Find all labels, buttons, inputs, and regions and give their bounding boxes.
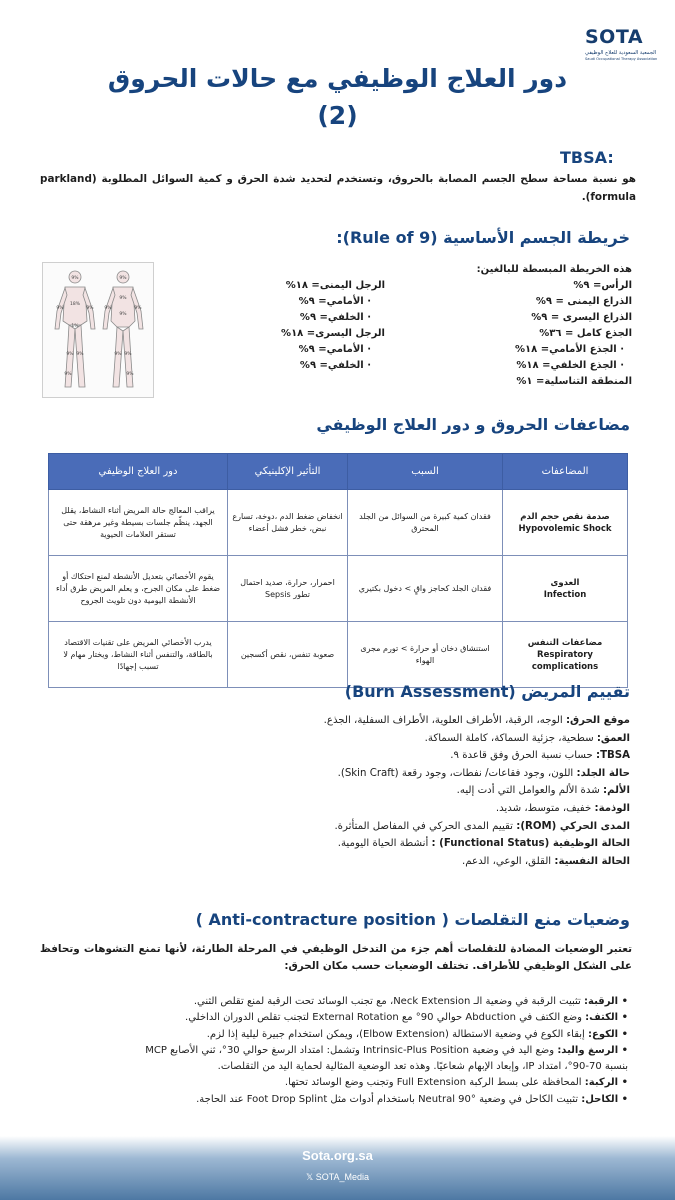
rule-line: · الأمامي= ٩% [298,344,371,355]
list-item [40,853,630,871]
col-header-ot-role: دور العلاج الوظيفي [49,454,228,490]
title-line-2: (2) [317,101,358,130]
fig-label-arm-back-l: 9% [134,306,142,311]
item-text: خفيف، متوسط، شديد. [495,802,595,814]
item-label: العمق: [596,732,630,744]
item-label: موقع الحرق: [565,715,630,726]
item-label: • الركبة: [584,1077,628,1089]
cell-ot-role: يقوم الأخصائي بتعديل الأنشطة لمنع احتكاك أو ضغط على مكان الجرح، و يعلم المريض طرق أداء الأنشطة اليومية دون تلويث الجروح [49,556,228,622]
anti-contracture-heading: وضعيات منع التقلصات ( Anti-contracture position ) [195,910,630,929]
item-text: سطحية، جزئية السماكة، كاملة السماكة. [424,732,597,744]
cell-cause: استنشاق دخان أو حرارة > تورم مجرى الهواء [348,622,503,688]
rule-line [255,262,385,278]
item-label: المدى الحركي (ROM): [516,820,630,832]
item-text: اللون، وجود فقاعات/ نفطات، وجود رقعة (Skin Craft). [337,767,577,779]
item-label: الألم: [603,785,630,797]
cell-ot-role: يراقب المعالج حالة المريض أثناء النشاط، يقلل الجهد، ينظّم جلسات بسيطة وغير مرهقة حتى تستقر العلامات الحيوية [49,490,228,556]
anti-contracture-intro: تعتبر الوضعيات المضادة للتقلصات أهم جزء من التدخل الوظيفي في المرحلة الطارئة، لأنها تمنع التشوهات وتحافظ على الشكل الوظيفي للأطراف. تختلف الوضعيات حسب مكان الحرق: [40,943,632,972]
fig-label-head-back: 9% [119,276,127,281]
item-label: • الرسغ واليد: [557,1044,628,1056]
cell-cause: فقدان الجلد كحاجز واقٍ > دخول بكتيري [348,556,503,622]
rule-of-nine-heading: خريطة الجسم الأساسية (Rule of 9): [336,228,630,247]
fig-label-arm-front-r: 9% [56,306,64,311]
item-label: حالة الجلد: [576,767,630,779]
cell-complication [503,622,628,688]
item-label: • الكوع: [588,1028,628,1040]
fig-label-leg-back-l: 9% [124,352,132,357]
list-item [40,1059,628,1075]
item-text: شدة الألم والعوامل التي أدت إليه. [456,785,604,797]
rule-of-nine-list-left [255,262,385,374]
rule-line: · الخلفي= ٩% [299,360,371,371]
fig-label-shin-back-l: 9% [126,372,134,377]
rule-line: · الأمامي= ٩% [298,296,371,307]
item-text: تثبيت الرقبة في وضعية الـ Neck Extension، مع تجنب الوسائد تحت الرقبة لمنع تقلص الثني. [193,996,585,1007]
cell-cause: فقدان كمية كبيرة من السوائل من الجلد المحترق [348,490,503,556]
complication-name-en: Infection [543,589,587,600]
item-text: إبقاء الكوع في وضعية الاستطالة (Elbow Extension)، ويمكن استخدام جبيرة ليلية إذا لزم. [206,1028,589,1040]
complications-heading: مضاعفات الحروق و دور العلاج الوظيفي [316,415,630,434]
item-text: الوجه، الرقبة، الأطراف العلوية، الأطراف السفلية، الجذع. [323,715,566,726]
rule-line: · الخلفي= ٩% [299,312,371,323]
item-text: القلق، الوعي، الدعم. [461,855,555,867]
item-text: المحافظة على بسط الركبة Full Extension وتجنب وضع الوسائد تحتها. [284,1077,585,1089]
rule-line: الذراع اليسرى = ٩% [531,312,632,323]
social-handle[interactable]: 𝕏 SOTA_Media [305,1172,370,1182]
item-text: حساب نسبة الحرق وفق قاعدة ٩. [450,750,596,762]
list-item [40,712,630,730]
fig-label-trunk-front: 18% [69,302,81,307]
list-item [40,765,630,783]
list-item [40,1043,628,1059]
cell-complication [503,490,628,556]
list-item [40,782,630,800]
item-label: TBSA: [595,750,630,762]
complication-name-en: Hypovolemic Shock [518,523,612,534]
item-label: • الرقبة: [584,996,628,1007]
logo-arabic-name: الجمعية السعودية للعلاج الوظيفي [585,50,657,56]
fig-label-arm-back-r: 9% [104,306,112,311]
rule-line: · الجذع الأمامي= ١٨% [515,344,624,355]
fig-label-arm-front-l: 9% [86,306,94,311]
logo-english-name: Saudi Occupational Therapy Association [585,57,658,61]
item-text: وضع اليد في وضعية Intrinsic-Plus Position وتشمل: امتداد الرسغ حوالي 30°، ثني الأصابع MCP [145,1044,558,1056]
body-map-svg [41,263,153,399]
cell-effect: احمرار، حرارة، صديد احتمال تطور Sepsis [228,556,348,622]
rule-line: الرجل اليسرى= ١٨% [281,328,385,339]
positions-list [40,994,628,1108]
rule-line: · الجذع الخلفي= ١٨% [516,360,624,371]
logo-word: SOTA [585,26,644,48]
list-item [40,747,630,765]
item-label: • الكاحل: [581,1093,628,1105]
list-item [40,994,628,1010]
fig-label-leg-front-r: 9% [66,352,74,357]
tbsa-heading: TBSA: [560,148,614,167]
footer [0,1136,675,1200]
tbsa-text: هو نسبة مساحة سطح الجسم المصابة بالحروق، وتستخدم لتحديد شدة الحرق و كمية السوائل المطلوبة (parkland formula). [40,173,636,203]
list-item [40,1092,628,1108]
list-item [40,1027,628,1043]
list-item [40,835,630,853]
list-item [40,818,630,836]
complications-table [48,453,628,688]
rule-line: الرأس= ٩% [573,280,632,291]
assessment-list [40,712,630,870]
list-item [40,1010,628,1026]
complication-name: العدوى [550,577,580,588]
fig-label-leg-front-l: 9% [76,352,84,357]
cell-effect: صعوبة تنفس، نقص أكسجين [228,622,348,688]
fig-label-shin-front-r: 9% [64,372,72,377]
fig-label-trunk-back-lower: 9% [119,312,127,317]
item-text: تقييم المدى الحركي في المفاصل المتأثرة. [334,820,517,832]
cell-effect: انخفاض ضغط الدم ،دوخة، تسارع نبض، خطر فشل أعضاء [228,490,348,556]
fig-label-trunk-back-upper: 9% [119,296,127,301]
item-text: أنشطة الحياة اليومية. [337,838,432,850]
complication-name: صدمة نقص حجم الدم [520,511,610,522]
item-text: تثبيت الكاحل في وضعية Neutral 90° باستخدام أدوات مثل Foot Drop Splint عند الحاجة. [196,1093,582,1105]
item-label: الحالة النفسية: [554,855,630,867]
fig-label-genital: 1% [71,324,79,329]
table-row [49,490,628,556]
rule-line: المنطقة التناسلية= ١% [516,376,632,387]
table-row [49,622,628,688]
assessment-heading: تقييم المريض (Burn Assessment) [344,682,630,701]
rule-line: هذه الخريطة المبسطة للبالغين: [476,264,632,275]
complication-name: مضاعفات التنفس [527,637,603,648]
item-label: • الكتف: [585,1012,628,1024]
item-label: الحالة الوظيفية (Functional Status) : [431,838,630,850]
page-title [60,60,615,134]
fig-label-head-front: 9% [71,276,79,281]
item-text: وضع الكتف في Abduction حوالي 90° مع External Rotation لتجنب تقلص الدوران الداخلي. [185,1012,586,1024]
rule-line: الذراع اليمنى = ٩% [535,296,632,307]
col-header-effect: التأثير الإكلينيكي [228,454,348,490]
list-item [40,800,630,818]
list-item [40,1075,628,1091]
fig-label-leg-back-r: 9% [114,352,122,357]
table-row [49,556,628,622]
complication-name-en: Respiratory complications [531,649,599,672]
cell-complication [503,556,628,622]
item-label: الوذمة: [594,802,630,814]
list-item [40,730,630,748]
rule-of-nine-list-right [452,262,632,390]
body-map-figure [42,262,154,398]
title-line-1: دور العلاج الوظيفي مع حالات الحروق [107,64,568,93]
item-text: بنسبة 70-90°، امتداد IP، وإبعاد الإبهام شعاعيًا. وهذه تعد الوضعية المثالية لحماية اليد من التقلصات. [217,1061,628,1073]
rule-line: الرجل اليمنى= ١٨% [285,280,385,291]
col-header-complication: المضاعفات [503,454,628,490]
col-header-cause: السبب [348,454,503,490]
rule-line: الجذع كامل = ٣٦% [539,328,632,339]
website-link[interactable]: Sota.org.sa [302,1148,373,1163]
cell-ot-role: يدرب الأخصائي المريض على تقنيات الاقتصاد بالطاقة، والتنفس أثناء النشاط، ويختار مهام لا تسبب إجهادًا [49,622,228,688]
